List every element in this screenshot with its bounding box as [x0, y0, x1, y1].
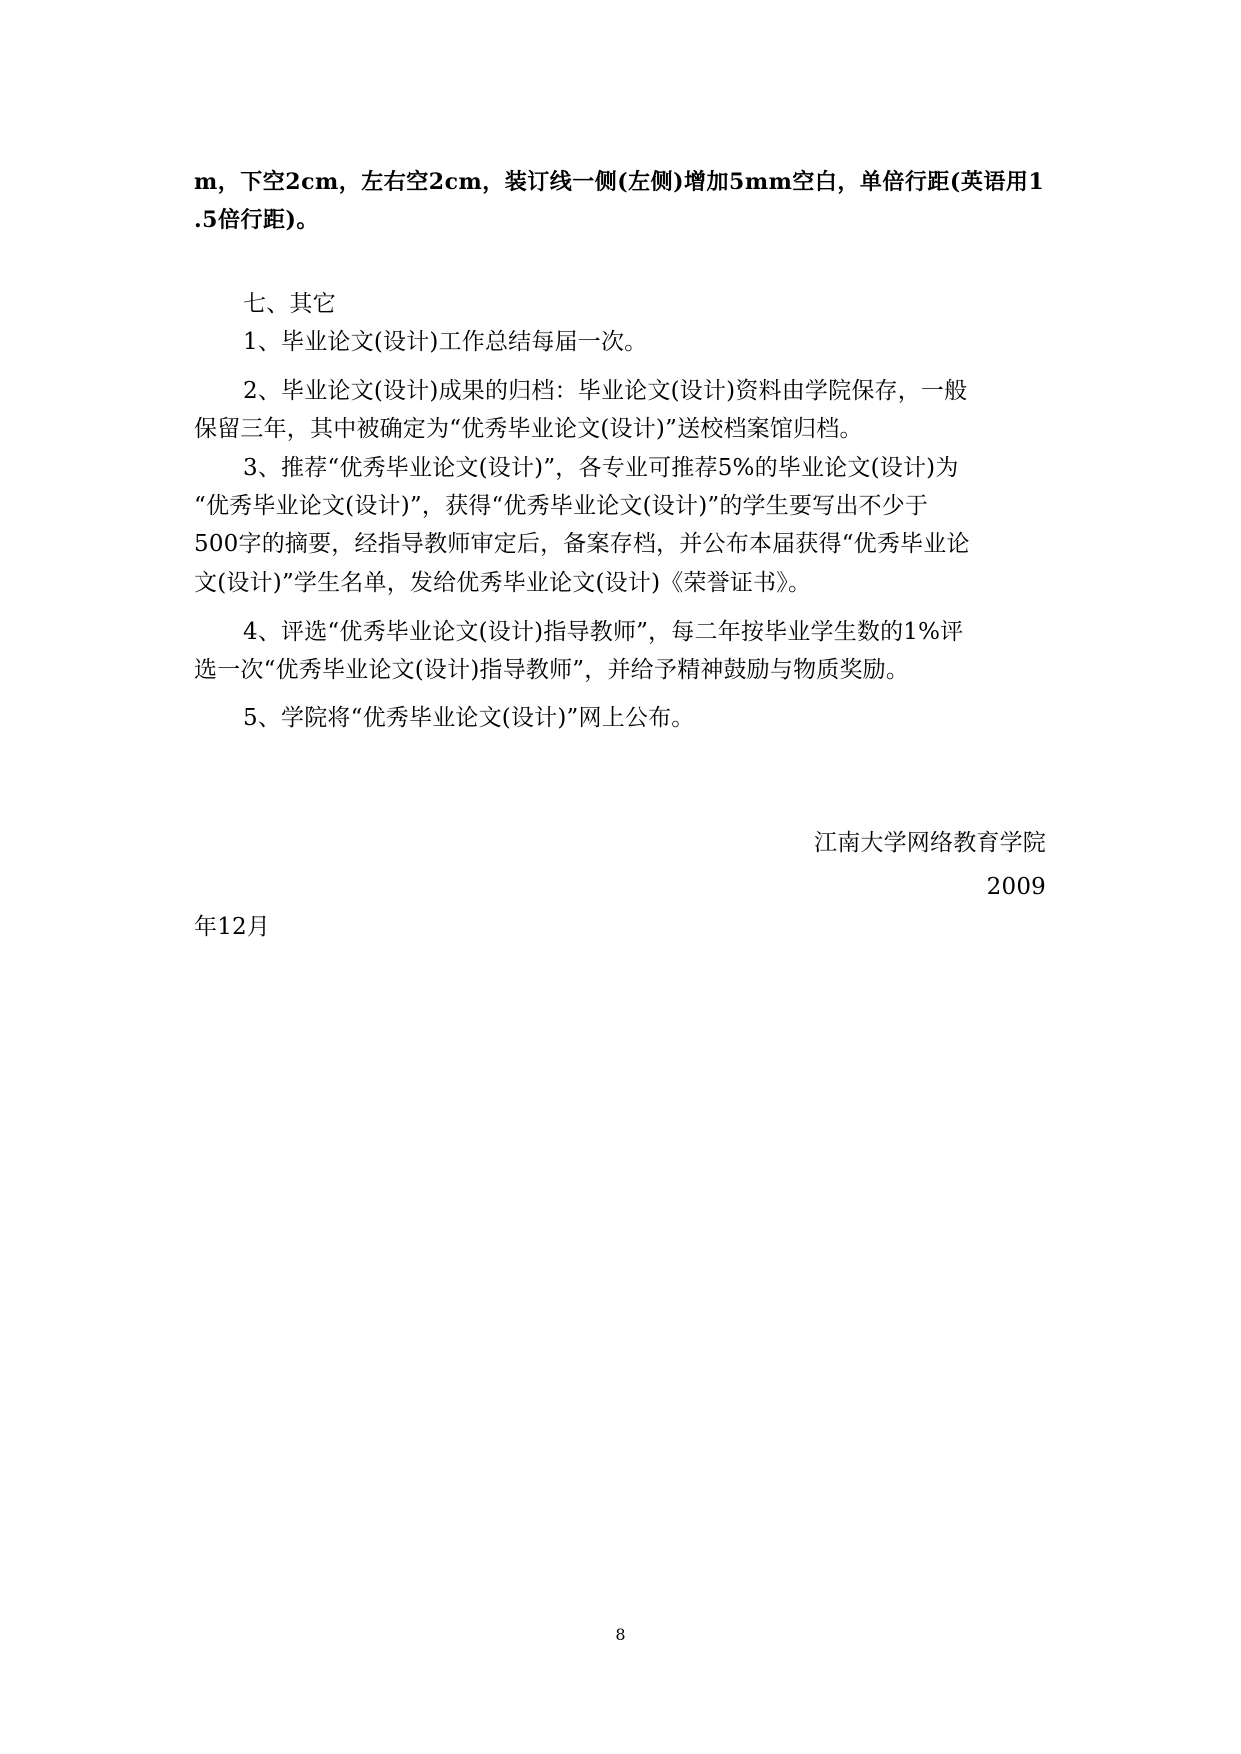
item-5-line-1: 5、学院将“优秀毕业论文(设计)”网上公布。 — [243, 705, 695, 731]
intro-line-2: .5倍行距)。 — [194, 207, 319, 233]
item-3-line-4: 文(设计)”学生名单，发给优秀毕业论文(设计)《荣誉证书》。 — [194, 570, 812, 596]
signature-year: 2009 — [986, 874, 1046, 900]
item-4-line-1: 4、评选“优秀毕业论文(设计)指导教师”，每二年按毕业学生数的1%评 — [243, 619, 964, 645]
signature-month: 年12月 — [194, 914, 271, 940]
item-3-line-3: 500字的摘要，经指导教师审定后，备案存档，并公布本届获得“优秀毕业论 — [194, 531, 970, 557]
item-2-line-2: 保留三年，其中被确定为“优秀毕业论文(设计)”送校档案馆归档。 — [194, 416, 863, 442]
signature-organization: 江南大学网络教育学院 — [814, 830, 1046, 856]
item-3-line-1: 3、推荐“优秀毕业论文(设计)”，各专业可推荐5%的毕业论文(设计)为 — [243, 455, 959, 481]
section-title: 七、其它 — [243, 291, 336, 317]
item-1-line-1: 1、毕业论文(设计)工作总结每届一次。 — [243, 329, 648, 355]
intro-line-1: m，下空2cm，左右空2cm，装订线一侧(左侧)增加5mm空白，单倍行距(英语用1 — [194, 169, 1045, 195]
item-3-line-2: “优秀毕业论文(设计)”，获得“优秀毕业论文(设计)”的学生要写出不少于 — [194, 493, 929, 519]
item-2-line-1: 2、毕业论文(设计)成果的归档：毕业论文(设计)资料由学院保存，一般 — [243, 378, 968, 404]
item-4-line-2: 选一次“优秀毕业论文(设计)指导教师”，并给予精神鼓励与物质奖励。 — [194, 657, 910, 683]
page-number: 8 — [615, 1625, 626, 1644]
